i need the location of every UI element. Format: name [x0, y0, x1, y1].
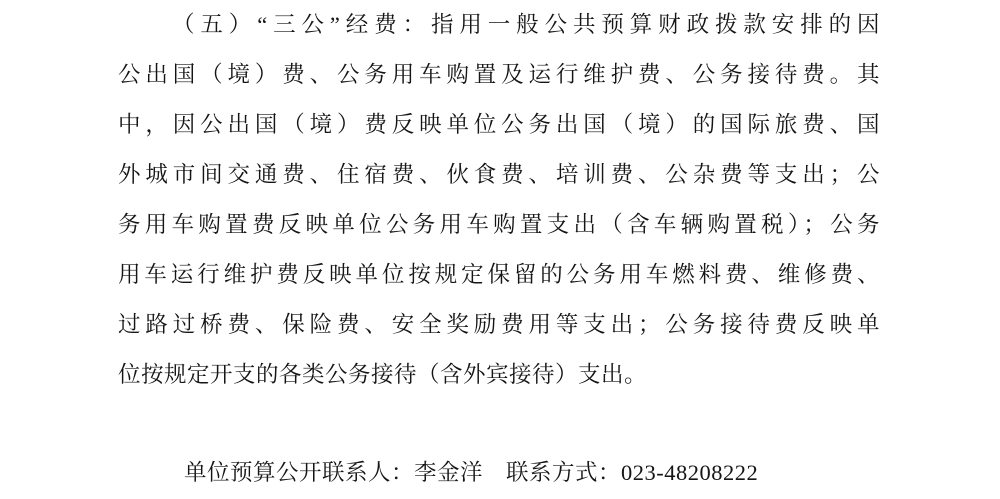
- contact-phone-number: 023-48208222: [621, 460, 759, 485]
- contact-phone-label: 联系方式：: [506, 460, 622, 485]
- paragraph-line: 过路过桥费、保险费、安全奖励费用等支出；公务接待费反映单: [118, 312, 880, 337]
- contact-person-name: 李金洋: [414, 460, 484, 485]
- paragraph-line: 公出国（境）费、公务用车购置及运行维护费、公务接待费。其: [118, 62, 880, 87]
- paragraph-line: 中，因公出国（境）费反映单位公务出国（境）的国际旅费、国: [118, 112, 880, 137]
- contact-person-label: 单位预算公开联系人：: [184, 460, 415, 485]
- paragraph-line: 用车运行维护费反映单位按规定保留的公务用车燃料费、维修费、: [118, 262, 880, 287]
- budget-terms-paragraph: [118, 0, 880, 498]
- contact-info-line: [118, 448, 880, 498]
- paragraph-line: 位按规定开支的各类公务接待（含外宾接待）支出。: [118, 362, 648, 387]
- paragraph-line: （五）“三公”经费：指用一般公共预算财政拨款安排的因: [172, 12, 880, 37]
- paragraph-line: 务用车购置费反映单位公务用车购置支出（含车辆购置税）；公务: [118, 212, 880, 237]
- paragraph-line: 外城市间交通费、住宿费、伙食费、培训费、公杂费等支出；公: [118, 162, 880, 187]
